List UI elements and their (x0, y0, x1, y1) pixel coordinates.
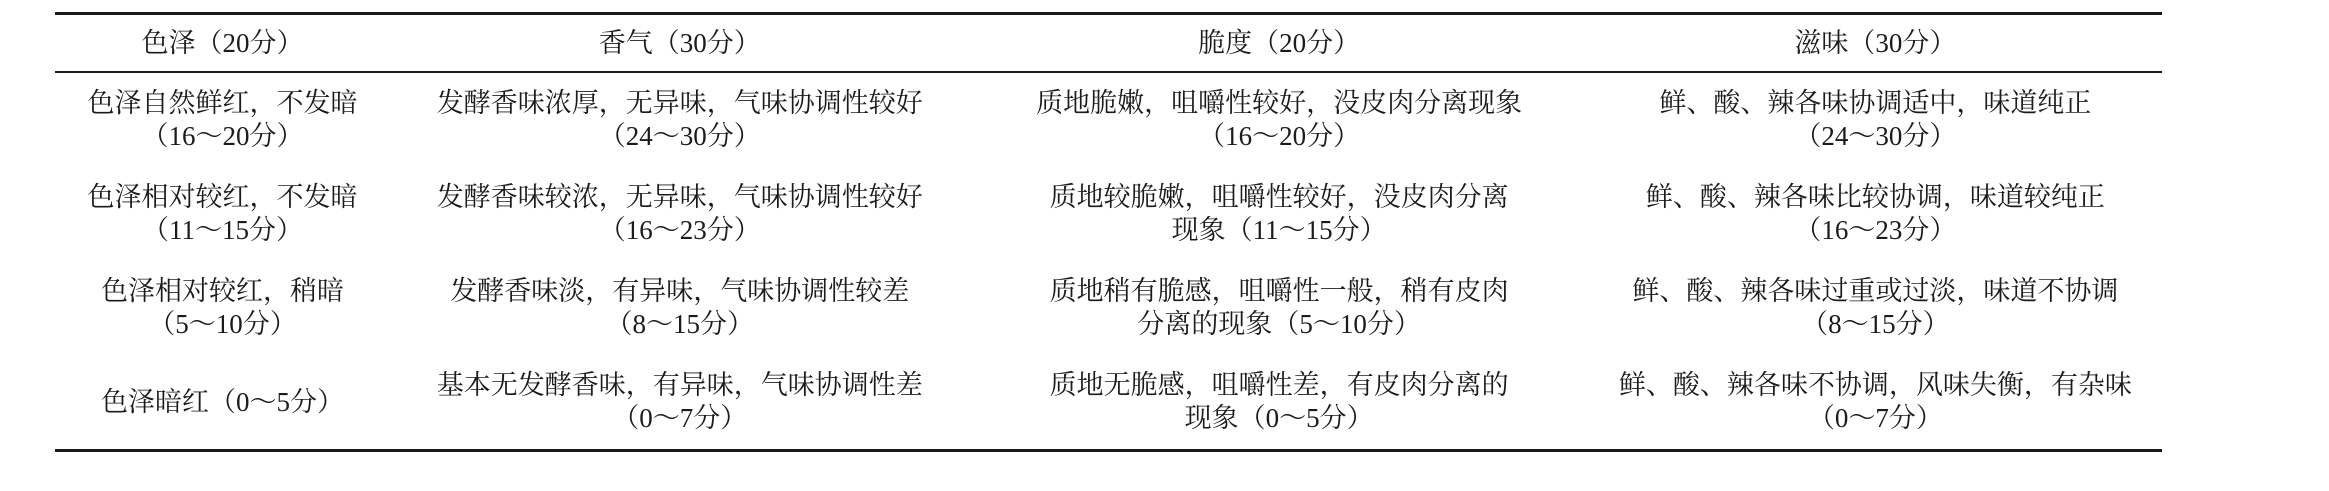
cell-score-range: 现象（11～15分） (1171, 215, 1387, 245)
cell-score-range: 分离的现象（5～10分） (1137, 309, 1421, 339)
cell-text: 基本无发酵香味，有异味，气味协调性差 (436, 370, 923, 400)
cell-text: 鲜、酸、辣各味过重或过淡，味道不协调 (1632, 276, 2119, 306)
column-header-taste (1589, 15, 2162, 71)
cell-text: 发酵香味浓厚，无异味，气味协调性较好 (436, 88, 923, 118)
cell-text: 色泽自然鲜红，不发暗 (87, 88, 358, 118)
cell-text: 质地稍有脆感，咀嚼性一般，稍有皮肉 (1049, 276, 1509, 306)
table-row-grade2 (55, 167, 2162, 261)
table-row-grade1 (55, 73, 2162, 167)
cell-aroma-grade1 (390, 73, 969, 167)
cell-text: 鲜、酸、辣各味协调适中，味道纯正 (1659, 88, 2092, 118)
cell-text: 色泽暗红（0～5分） (101, 386, 344, 417)
cell-score-range: （24～30分） (1794, 121, 1957, 151)
cell-score-range: （16～20分） (1198, 121, 1361, 151)
cell-taste-grade1 (1589, 73, 2162, 167)
cell-score-range: （0～7分） (612, 403, 748, 433)
cell-color-grade2 (55, 167, 390, 261)
cell-taste-grade2 (1589, 167, 2162, 261)
cell-score-range: （16～20分） (141, 121, 304, 151)
column-header-color (55, 15, 390, 71)
cell-score-range: （5～10分） (148, 309, 297, 339)
column-header-crispness (969, 15, 1588, 71)
cell-text: 发酵香味淡，有异味，气味协调性较差 (450, 276, 910, 306)
cell-taste-grade3 (1589, 261, 2162, 355)
cell-text: 质地无脆感，咀嚼性差，有皮肉分离的 (1049, 370, 1509, 400)
cell-score-range: （16～23分） (1794, 215, 1957, 245)
cell-score-range: 现象（0～5分） (1184, 403, 1374, 433)
column-header-aroma (390, 15, 969, 71)
cell-crispness-grade2 (969, 167, 1588, 261)
table-header-row (55, 15, 2162, 73)
cell-aroma-grade2 (390, 167, 969, 261)
cell-crispness-grade4 (969, 355, 1588, 449)
cell-taste-grade4 (1589, 355, 2162, 449)
column-header-color-label: 色泽（20分） (141, 27, 304, 58)
column-header-crispness-label: 脆度（20分） (1198, 27, 1361, 58)
cell-text: 质地较脆嫩，咀嚼性较好，没皮肉分离 (1049, 182, 1509, 212)
cell-score-range: （16～23分） (598, 215, 761, 245)
cell-text: 色泽相对较红，不发暗 (87, 182, 358, 212)
column-header-taste-label: 滋味（30分） (1794, 27, 1957, 58)
cell-color-grade4 (55, 355, 390, 449)
cell-color-grade1 (55, 73, 390, 167)
cell-score-range: （11～15分） (142, 215, 303, 245)
cell-score-range: （0～7分） (1807, 403, 1943, 433)
cell-text: 鲜、酸、辣各味比较协调，味道较纯正 (1645, 182, 2105, 212)
cell-text: 发酵香味较浓，无异味，气味协调性较好 (436, 182, 923, 212)
cell-text: 质地脆嫩，咀嚼性较好，没皮肉分离现象 (1036, 88, 1523, 118)
table-row-grade4 (55, 355, 2162, 449)
cell-aroma-grade4 (390, 355, 969, 449)
cell-crispness-grade3 (969, 261, 1588, 355)
cell-text: 鲜、酸、辣各味不协调，风味失衡，有杂味 (1618, 370, 2132, 400)
cell-aroma-grade3 (390, 261, 969, 355)
column-header-aroma-label: 香气（30分） (598, 27, 761, 58)
cell-crispness-grade1 (969, 73, 1588, 167)
cell-score-range: （8～15分） (605, 309, 754, 339)
cell-score-range: （24～30分） (598, 121, 761, 151)
sensory-score-table (55, 12, 2162, 452)
cell-text: 色泽相对较红，稍暗 (101, 276, 344, 306)
cell-color-grade3 (55, 261, 390, 355)
table-row-grade3 (55, 261, 2162, 355)
cell-score-range: （8～15分） (1801, 309, 1950, 339)
